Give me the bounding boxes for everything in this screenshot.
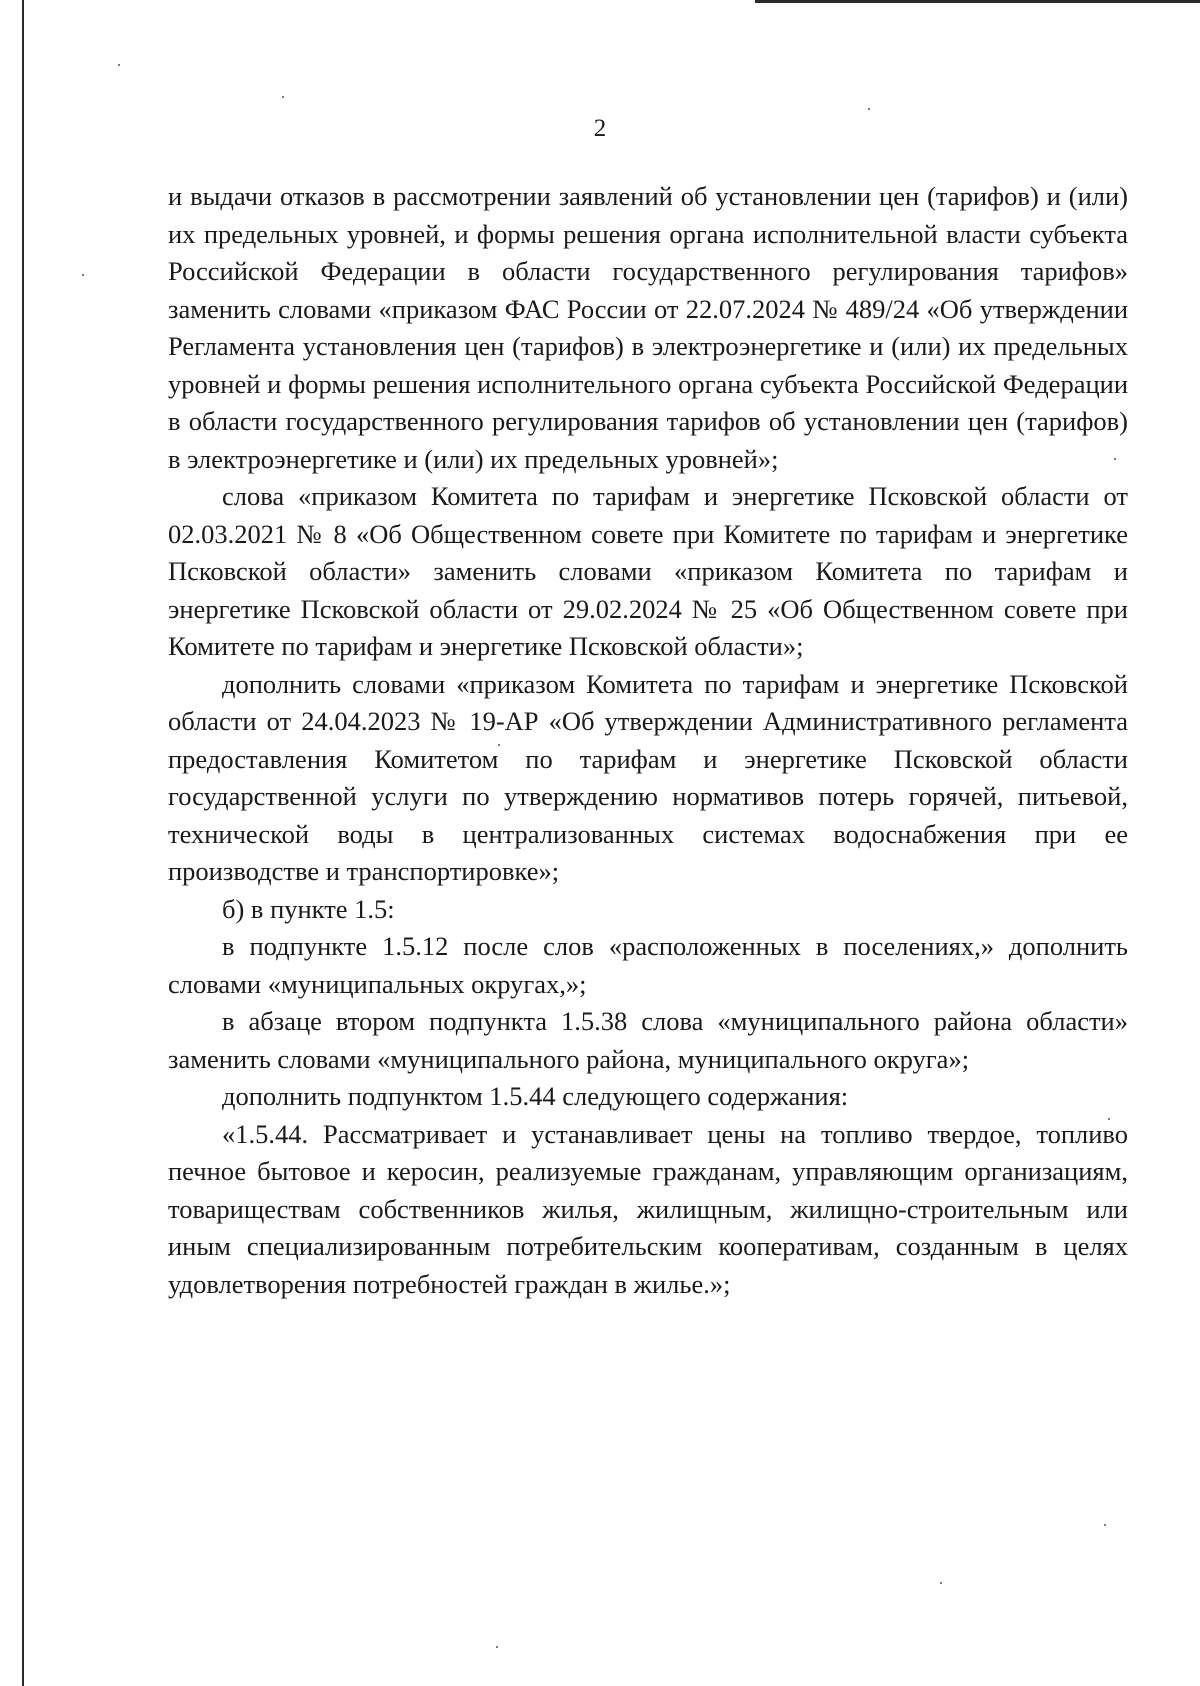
document-body — [168, 178, 1128, 1303]
scan-border-left — [22, 0, 24, 1686]
paragraph-clause-b-heading: б) в пункте 1.5: — [222, 893, 395, 924]
page-number: 2 — [593, 115, 607, 142]
scan-speck — [1104, 1524, 1106, 1526]
paragraph-add-subclause-1-5-44: дополнить подпунктом 1.5.44 следующего содержания: — [222, 1081, 849, 1111]
scan-speck — [496, 1646, 498, 1648]
scan-speck — [282, 96, 284, 98]
paragraph-admin-regulation: дополнить словами «приказом Комитета по тарифам и энергетике Псковской области от 24.04.2023 № 19-АР «Об утверждении Административного регламента предоставления Комитетом по тарифам и энергетике Псковской области государственной услуги по утверждению нормативов потерь горячей, питьевой, технической воды в централизованных системах водоснабжения при ее производстве и транспортировке»; — [168, 668, 1128, 886]
paragraph-public-council-order: слова «приказом Комитета по тарифам и энергетике Псковской области от 02.03.2021 № 8 «Об Общественном совете при Комитете по тарифам и энергетике Псковской области» заменить словами «приказом Комитета по тарифам и энергетике Псковской области от 29.02.2024 № 25 «Об Общественном совете при Комитете по тарифам и энергетике Псковской области»; — [168, 481, 1128, 661]
paragraph-continuation: и выдачи отказов в рассмотрении заявлений об установлении цен (тарифов) и (или) их предельных уровней, и формы решения органа исполнительной власти субъекта Российской Федерации в области государственного регулирования тарифов» заменить словами «приказом ФАС России от 22.07.2024 № 489/24 «Об утверждении Регламента установления цен (тарифов) в электроэнергетике и (или) их предельных уровней и формы решения исполнительного органа субъекта Российской Федерации в области государственного регулирования тарифов об установлении цен (тарифов) в электроэнергетике и (или) их предельных уровней»; — [168, 181, 1128, 474]
scan-speck — [940, 1582, 942, 1584]
paragraph-subclause-1-5-44-text: «1.5.44. Рассматривает и устанавливает цены на топливо твердое, топливо печное бытовое и керосин, реализуемые гражданам, управляющим организациям, товариществам собственников жилья, жилищным, жилищно-строительным или иным специализированным потребительским кооперативам, созданным в целях удовлетворения потребностей граждан в жилье.»; — [168, 1118, 1128, 1299]
scan-speck — [82, 274, 84, 276]
scan-speck — [118, 64, 120, 66]
scan-border-top — [755, 0, 1200, 3]
paragraph-subclause-1-5-12: в подпункте 1.5.12 после слов «расположенных в поселениях,» дополнить словами «муниципальных округах,»; — [168, 931, 1128, 999]
paragraph-subclause-1-5-38: в абзаце втором подпункта 1.5.38 слова «муниципального района области» заменить словами «муниципального района, муниципального округа»; — [168, 1006, 1128, 1074]
scan-speck — [868, 108, 870, 110]
